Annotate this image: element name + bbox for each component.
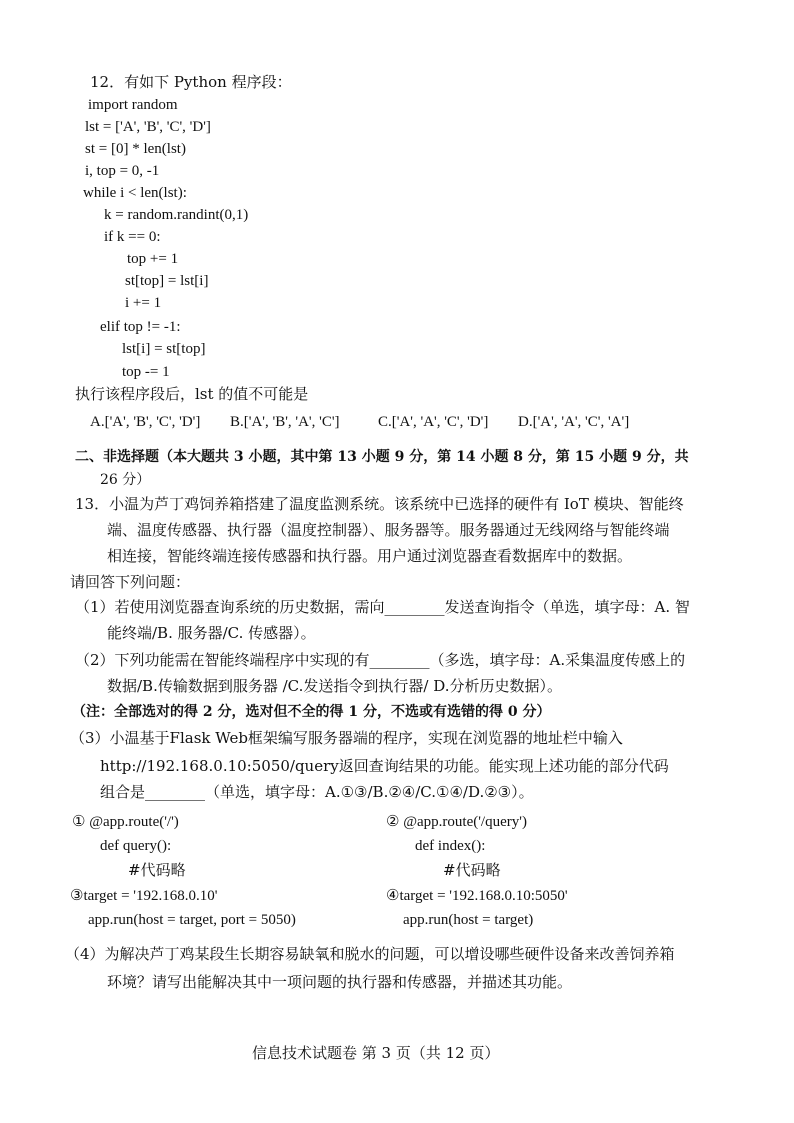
code-option-3-line: app.run(host = target, port = 5050) [88,912,296,928]
q13-stem-line: 13．小温为芦丁鸡饲养箱搭建了温度监测系统。该系统中已选择的硬件有 IoT 模块、智能终 [75,495,684,513]
code-option-2-line: def index(): [415,838,486,854]
q13-part3-line: （3）小温基于Flask Web框架编写服务器端的程序，实现在浏览器的地址栏中输入 [70,729,623,747]
code-line: import random [88,97,178,113]
q13-part2-line: （2）下列功能需在智能终端程序中实现的有________（多选，填字母：A.采集温度传感上的 [75,651,686,669]
q13-scoring-note: （注：全部选对的得 2 分，选对但不全的得 1 分，不选或有选错的得 0 分） [72,704,551,720]
q13-part4-line: （4）为解决芦丁鸡某段生长期容易缺氧和脱水的问题，可以增设哪些硬件设备来改善饲养箱 [65,945,675,963]
q12-question: 执行该程序段后，lst 的值不可能是 [75,385,309,403]
q13-part3-line: http://192.168.0.10:5050/query返回查询结果的功能。能实现上述功能的部分代码 [100,757,669,775]
q13-stem-line: 端、温度传感器、执行器（温度控制器）、服务器等。服务器通过无线网络与智能终端 [107,521,670,539]
code-option-4: ④target = '192.168.0.10:5050' [386,888,568,904]
code-option-1-line: def query(): [100,838,172,854]
code-option-1-comment: #代码略 [128,861,186,879]
q12-option-d: D.['A', 'A', 'C', 'A'] [518,414,630,430]
q13-part1-line: 能终端/B. 服务器/C. 传感器）。 [107,624,316,642]
q13-part1-line: （1）若使用浏览器查询系统的历史数据，需向________发送查询指令（单选，填字母：A. 智 [75,598,690,616]
q12-option-c: C.['A', 'A', 'C', 'D'] [378,414,489,430]
code-line: lst[i] = st[top] [122,341,206,357]
q13-part3-line: 组合是________（单选，填字母：A.①③/B.②④/C.①④/D.②③）。 [100,783,534,801]
code-line: while i < len(lst): [83,185,187,201]
page-footer: 信息技术试题卷 第 3 页（共 12 页） [252,1044,500,1062]
code-line: st[top] = lst[i] [125,273,209,289]
code-option-2: ② @app.route('/query') [386,814,527,830]
q12-option-a: A.['A', 'B', 'C', 'D'] [90,414,201,430]
q12-intro: 12．有如下 Python 程序段： [90,73,292,91]
code-option-3: ③target = '192.168.0.10' [70,888,218,904]
code-line: i += 1 [125,295,162,311]
q12-option-b: B.['A', 'B', 'A', 'C'] [230,414,340,430]
code-line: lst = ['A', 'B', 'C', 'D'] [85,119,211,135]
code-line: top -= 1 [122,364,170,380]
code-option-4-line: app.run(host = target) [403,912,534,928]
code-line: k = random.randint(0,1) [104,207,249,223]
section-title-cont: 26 分） [100,472,151,488]
code-line: top += 1 [127,251,179,267]
section-title-text: 二、非选择题（本大题共 3 小题，其中第 13 小题 9 分，第 14 小题 8 分，第 15 小题 9 分，共 [75,449,689,465]
code-line: if k == 0: [104,229,161,245]
section-title [75,447,689,467]
q13-prompt: 请回答下列问题： [70,573,191,591]
code-line: i, top = 0, -1 [85,163,160,179]
code-option-1: ① @app.route('/') [72,814,179,830]
code-line: st = [0] * len(lst) [85,141,186,157]
q13-part2-line: 数据/B.传输数据到服务器 /C.发送指令到执行器/ D.分析历史数据）。 [107,677,562,695]
code-line: elif top != -1: [100,319,181,335]
code-option-2-comment: #代码略 [443,861,501,879]
q13-stem-line: 相连接，智能终端连接传感器和执行器。用户通过浏览器查看数据库中的数据。 [107,547,633,565]
q13-part4-line: 环境？请写出能解决其中一项问题的执行器和传感器，并描述其功能。 [107,973,573,991]
